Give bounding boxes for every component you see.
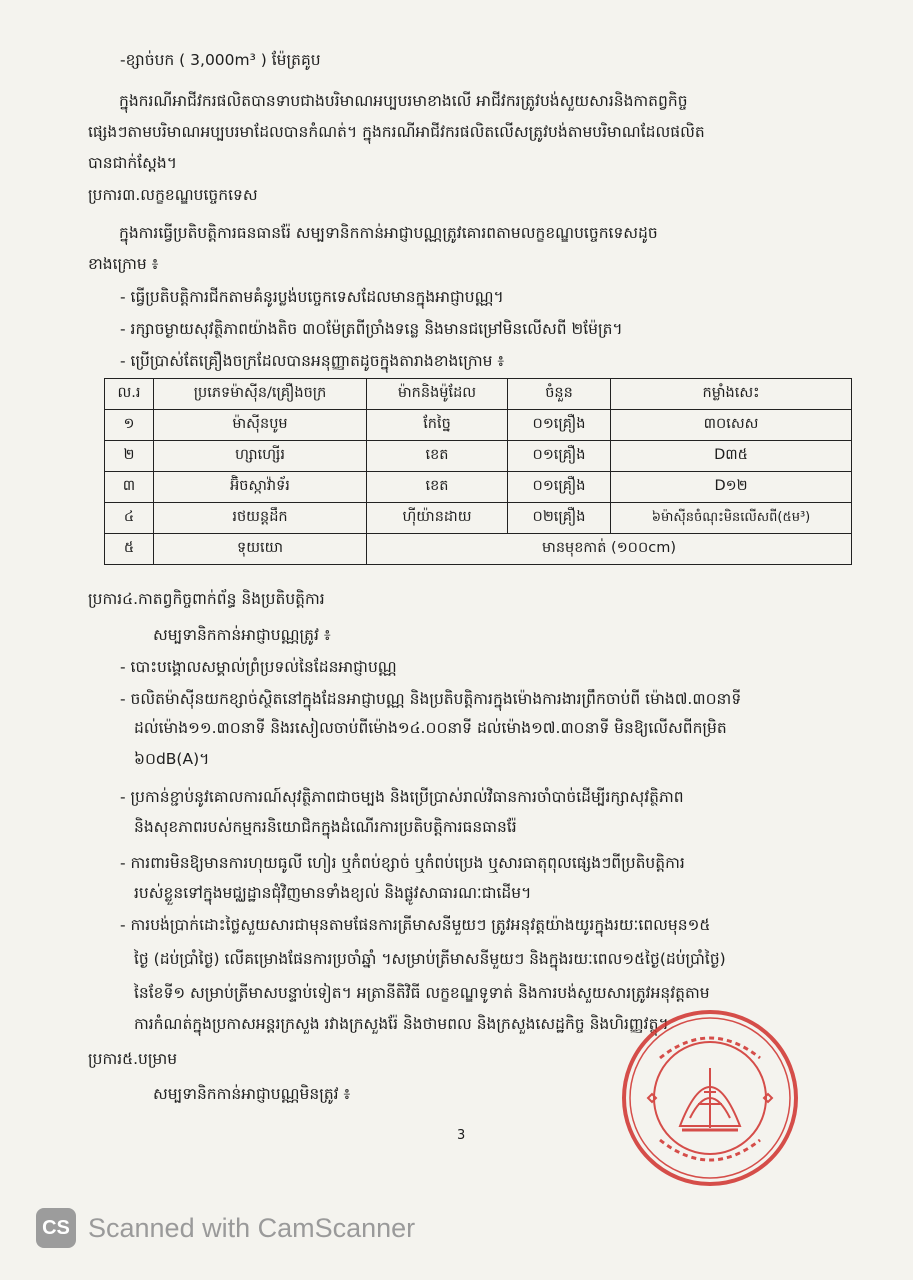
table-row [105,441,852,472]
text-line: ក្នុងករណីអាជីវករផលិតបានទាបជាងបរិមាណអប្បបរមាខាងលើ អាជីវករត្រូវបង់សួយសារនិងកាតព្វកិច្ច [119,92,688,110]
cell-no: ៣ [105,472,154,503]
bullet-line: - ការពារមិនឱ្យមានការហុយធូលី ហៀរ ឬកំពប់ខ្សាច់ ឬកំពប់ប្រេង ឬសារធាតុពុលផ្សេងៗពីប្រតិបត្តិការ [120,854,685,872]
text-line: ថ្ងៃ (ដប់ប្រាំថ្ងៃ) លើគម្រោងផែនការប្រចាំឆ្នាំ ។សម្រាប់ត្រីមាសនីមួយៗ និងក្នុងរយៈពេល១៥ថ្ងៃ(ដប់ប្រាំថ្ងៃ) [134,950,726,968]
cell-machine-type: រថយន្តដឹក [154,503,367,534]
text-line: ដល់ម៉ោង១១.៣០នាទី និងរសៀលចាប់ពីម៉ោង១៤.០០នាទី ដល់ម៉ោង១៧.៣០នាទី មិនឱ្យលើសពីកម្រិត [134,719,727,737]
cell-brand-model: ខេត [367,472,508,503]
cell-brand-model: ហ៊ីយ៉ានដាយ [367,503,508,534]
cell-brand-model: ខេត [367,441,508,472]
text-line: ផ្សេងៗតាមបរិមាណអប្បបរមាដែលបានកំណត់។ ក្នុងករណីអាជីវករផលិតលើសត្រូវបង់តាមបរិមាណដែលផលិត [88,123,705,141]
text-line: ខាងក្រោម ៖ [88,255,159,273]
cell-no: ៥ [105,534,154,565]
cell-no: ១ [105,410,154,441]
bullet-line: - រក្សាចម្ងាយសុវត្ថិភាពយ៉ាងតិច ៣០ម៉ែត្រពីច្រាំងទន្លេ និងមានជម្រៅមិនលើសពី ២ម៉ែត្រ។ [120,320,623,338]
cell-merged-spec: មានមុខកាត់ (១០០cm) [367,534,852,565]
header-quantity: ចំនួន [508,379,611,410]
bullet-line: - បោះបង្គោលសម្គាល់ព្រំប្រទល់នៃដែនអាជ្ញាបណ្ណ [120,658,397,676]
cell-quantity: ០១គ្រឿង [508,410,611,441]
table-row [105,503,852,534]
cell-machine-type: ម៉ាស៊ីនបូម [154,410,367,441]
table-row [105,534,852,565]
cell-no: ៤ [105,503,154,534]
camscanner-text: Scanned with CamScanner [88,1212,416,1243]
header-machine-type: ប្រភេទម៉ាស៊ីន/គ្រឿងចក្រ [154,379,367,410]
cell-machine-type: ទុយយោ [154,534,367,565]
header-no: ល.រ [105,379,154,410]
text-line: សម្បទានិកកាន់អាជ្ញាបណ្ណត្រូវ ៖ [153,626,331,644]
bullet-line: - ការបង់ប្រាក់ដោះថ្លៃសួយសារជាមុនតាមផែនការត្រីមាសនីមួយៗ ត្រូវអនុវត្តយ៉ាងយូរក្នុងរយៈពេលមុន១៥ [120,916,711,934]
text-line: របស់ខ្លួនទៅក្នុងមជ្ឈដ្ឋានជុំវិញមានទាំងខ្យល់ និងផ្លូវសាធារណៈជាដើម។ [134,884,532,902]
cell-quantity: ០១គ្រឿង [508,472,611,503]
camscanner-logo: CS [36,1208,76,1248]
text-line: និងសុខភាពរបស់កម្មករនិយោជិកក្នុងដំណើរការប្រតិបត្តិការធនធានរ៉ែ [134,818,517,836]
text-line: នៃខែទី១ សម្រាប់ត្រីមាសបន្ទាប់ទៀត។ អត្រានីតិវិធី លក្ខខណ្ឌទូទាត់ និងការបង់សួយសារត្រូវអនុវត្តតាម [134,984,710,1002]
cell-horsepower: D១២ [611,472,852,503]
bullet-line: - ចលិតម៉ាស៊ីនយកខ្សាច់ស្ថិតនៅក្នុងដែនអាជ្ញាបណ្ណ និងប្រតិបត្តិការក្នុងម៉ោងការងារព្រឹកចាប់ពី ម៉ោង៧.៣០នាទី [120,690,742,708]
section-heading: ប្រការ៣.លក្ខខណ្ឌបច្ចេកទេស [88,186,258,204]
cell-quantity: ០២គ្រឿង [508,503,611,534]
cell-horsepower: D៣៥ [611,441,852,472]
cell-horsepower: ៣០សេស [611,410,852,441]
table-row [105,472,852,503]
text-line: -ខ្សាច់បក ( 3,000m³ ) ម៉ែត្រគូប [120,51,321,69]
text-line: ៦០dB(A)។ [134,750,210,768]
header-horsepower: កម្លាំងសេះ [611,379,852,410]
bullet-line: - ប្រកាន់ខ្ជាប់នូវគោលការណ៍សុវត្ថិភាពជាចម្បង និងប្រើប្រាស់រាល់វិធានការចាំបាច់ដើម្បីរក្សាសុវត្ថិភាព [120,788,684,806]
text-line: សម្បទានិកកាន់អាជ្ញាបណ្ណមិនត្រូវ ៖ [153,1085,351,1103]
cell-machine-type: អ៊ិចស្កាវ៉ាទ័រ [154,472,367,503]
cell-no: ២ [105,441,154,472]
table-row [105,410,852,441]
cell-machine-type: ហ្សាហ្សេីរ [154,441,367,472]
equipment-table [104,378,852,565]
camscanner-watermark [36,1206,415,1250]
section-heading: ប្រការ៤.កាតព្វកិច្ចពាក់ព័ន្ធ និងប្រតិបត្តិការ [88,590,325,608]
section-heading: ប្រការ៥.បម្រាម [88,1050,178,1068]
cell-brand-model: កែច្នៃ [367,410,508,441]
table-header-row [105,379,852,410]
text-line: បានជាក់ស្តែង។ [88,154,177,172]
page-number: 3 [457,1128,466,1143]
header-brand-model: ម៉ាកនិងម៉ូដែល [367,379,508,410]
cell-horsepower: ៦ម៉ាស៊ីនចំណុះមិនលើសពី(៥ម³) [611,503,852,534]
bullet-line: - ប្រើប្រាស់តែគ្រឿងចក្រដែលបានអនុញ្ញាតដូចក្នុងតារាងខាងក្រោម ៖ [120,352,505,370]
cell-quantity: ០១គ្រឿង [508,441,611,472]
text-line: ការកំណត់ក្នុងប្រកាសអន្តរក្រសួង រវាងក្រសួងរ៉ែ និងថាមពល និងក្រសួងសេដ្ឋកិច្ច និងហិរញ្ញវត្ថុ។ [134,1015,669,1033]
bullet-line: - ធ្វើប្រតិបត្តិការជីកតាមគំនូរប្លង់បច្ចេកទេសដែលមានក្នុងអាជ្ញាបណ្ណ។ [120,288,504,306]
official-seal-stamp [620,1008,800,1188]
text-line: ក្នុងការធ្វើប្រតិបត្តិការធនធានរ៉ែ សម្បទានិកកាន់អាជ្ញាបណ្ណត្រូវគោរពតាមលក្ខខណ្ឌបច្ចេកទេសដូច [119,224,658,242]
